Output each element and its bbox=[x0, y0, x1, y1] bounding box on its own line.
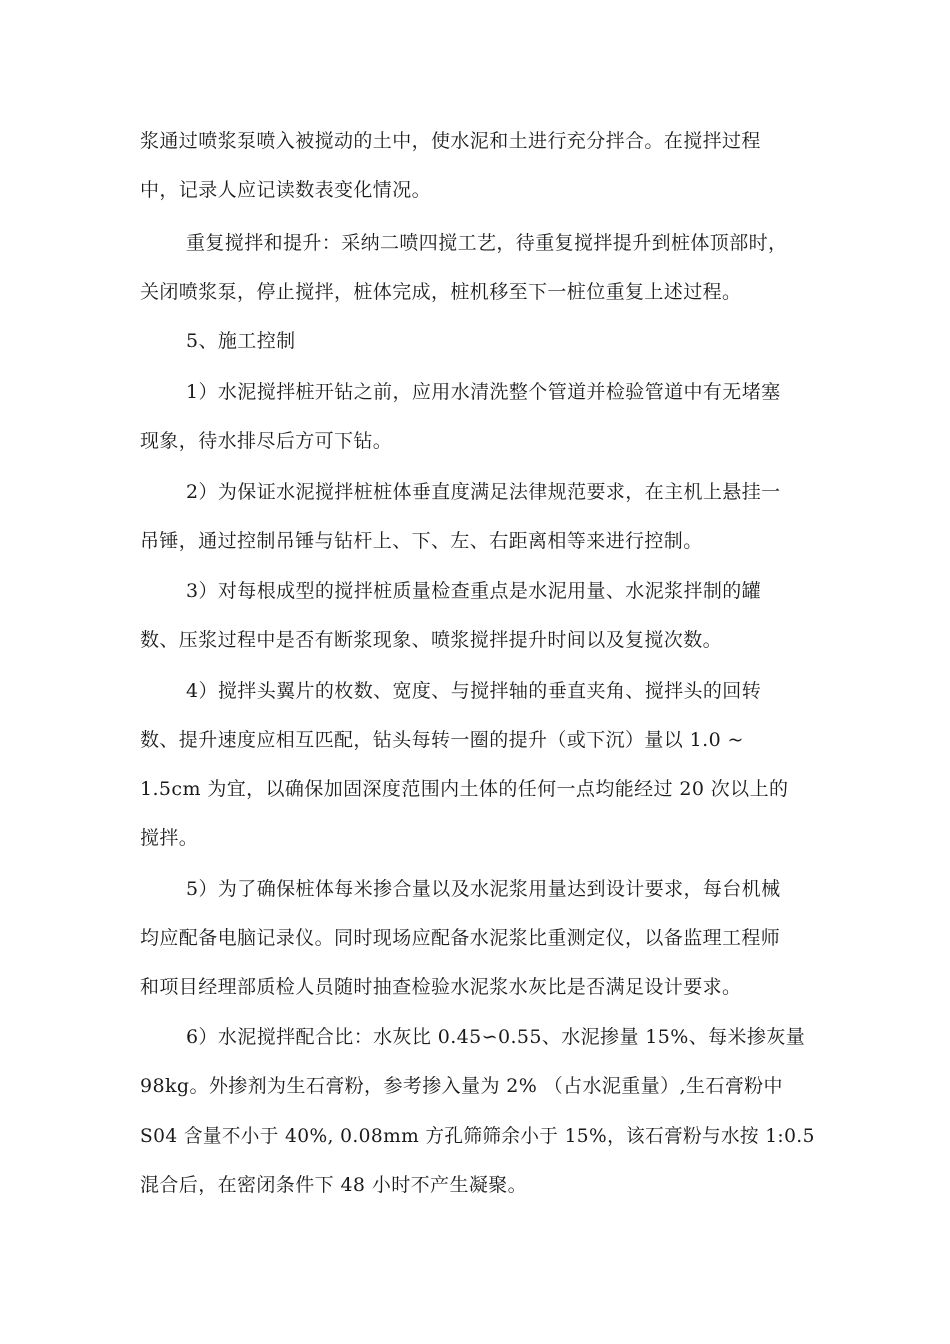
text-line-7: 现象，待水排尽后方可下钻。 bbox=[140, 430, 393, 452]
text-line-1: 浆通过喷浆泵喷入被搅动的土中，使水泥和土进行充分拌合。在搅拌过程 bbox=[140, 130, 761, 152]
text-line-19: 6）水泥搅拌配合比：水灰比 0.45∽0.55、水泥掺量 15%、每米掺灰量 bbox=[186, 1026, 806, 1048]
text-line-18: 和项目经理部质检人员随时抽查检验水泥浆水灰比是否满足设计要求。 bbox=[140, 976, 742, 998]
section-heading: 5、施工控制 bbox=[186, 330, 296, 352]
text-line-3: 重复搅拌和提升：采纳二喷四搅工艺，待重复搅拌提升到桩体顶部时， bbox=[186, 232, 788, 254]
text-line-21: S04 含量不小于 40%, 0.08mm 方孔筛筛余小于 15%，该石膏粉与水按 1:0.5 bbox=[140, 1125, 815, 1147]
text-line-22: 混合后，在密闭条件下 48 小时不产生凝聚。 bbox=[140, 1174, 528, 1196]
text-line-4: 关闭喷浆泵，停止搅拌，桩体完成，桩机移至下一桩位重复上述过程。 bbox=[140, 281, 742, 303]
text-line-13: 数、提升速度应相互匹配，钻头每转一圈的提升（或下沉）量以 1.0 ~ bbox=[140, 729, 744, 751]
text-line-12: 4）搅拌头翼片的枚数、宽度、与搅拌轴的垂直夹角、搅拌头的回转 bbox=[186, 680, 762, 702]
text-line-20: 98kg。外掺剂为生石膏粉，参考掺入量为 2% （占水泥重量）,生石膏粉中 bbox=[140, 1075, 783, 1097]
text-line-14: 1.5cm 为宜，以确保加固深度范围内土体的任何一点均能经过 20 次以上的 bbox=[140, 778, 789, 800]
text-line-9: 吊锤，通过控制吊锤与钻杆上、下、左、右距离相等来进行控制。 bbox=[140, 530, 703, 552]
text-line-11: 数、压浆过程中是否有断浆现象、喷浆搅拌提升时间以及复搅次数。 bbox=[140, 629, 723, 651]
text-line-17: 均应配备电脑记录仪。同时现场应配备水泥浆比重测定仪，以备监理工程师 bbox=[140, 927, 781, 949]
text-line-10: 3）对每根成型的搅拌桩质量检查重点是水泥用量、水泥浆拌制的罐 bbox=[186, 580, 762, 602]
text-line-8: 2）为保证水泥搅拌桩桩体垂直度满足法律规范要求，在主机上悬挂一 bbox=[186, 481, 781, 503]
text-line-2: 中，记录人应记读数表变化情况。 bbox=[140, 179, 432, 201]
text-line-15: 搅拌。 bbox=[140, 827, 199, 849]
text-line-6: 1）水泥搅拌桩开钻之前，应用水清洗整个管道并检验管道中有无堵塞 bbox=[186, 381, 781, 403]
text-line-16: 5）为了确保桩体每米掺合量以及水泥浆用量达到设计要求，每台机械 bbox=[186, 878, 781, 900]
